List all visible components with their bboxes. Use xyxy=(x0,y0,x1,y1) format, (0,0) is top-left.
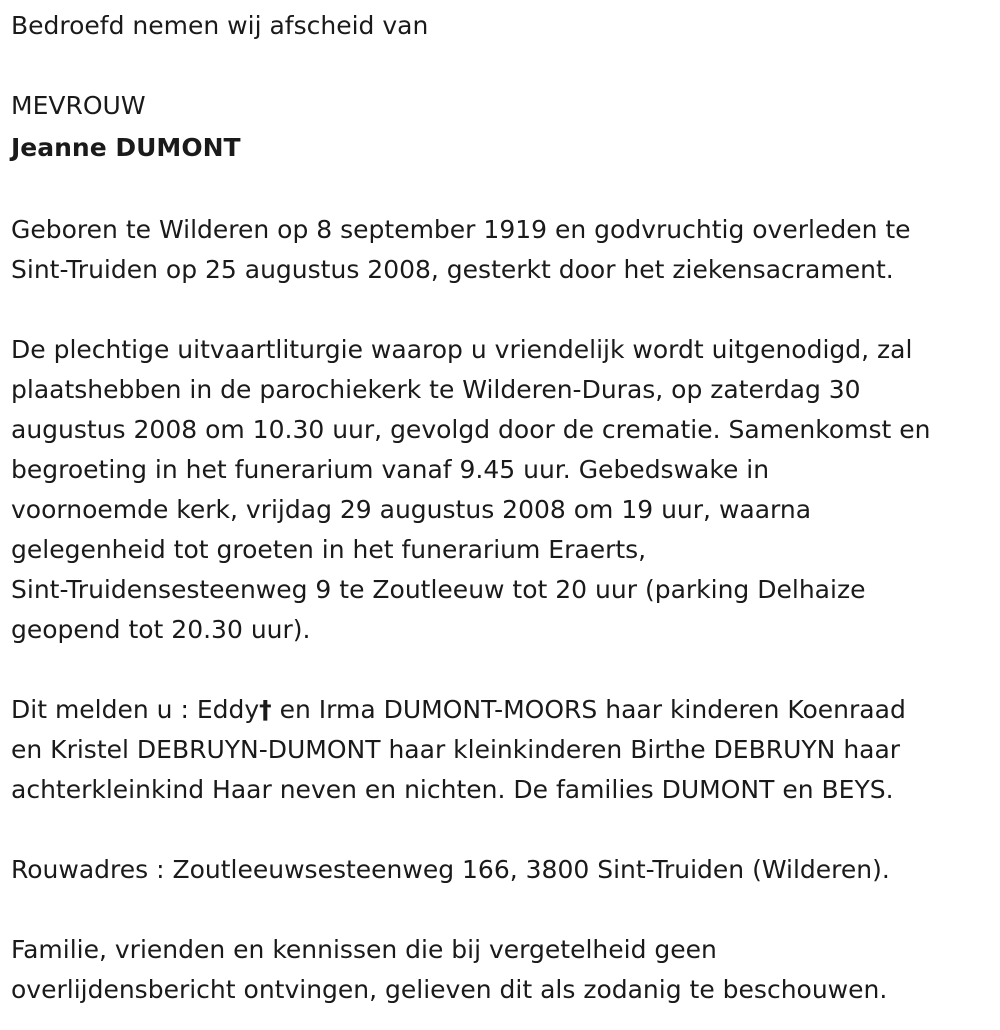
birth-death-line: Sint-Truiden op 25 augustus 2008, gesterkt door het ziekensacrament. xyxy=(11,255,894,284)
funeral-line: begroeting in het funerarium vanaf 9.45 uur. Gebedswake in xyxy=(11,455,770,484)
funeral-line: augustus 2008 om 10.30 uur, gevolgd door de crematie. Samenkomst en xyxy=(11,415,931,444)
funeral-line: plaatshebben in de parochiekerk te Wilderen-Duras, op zaterdag 30 xyxy=(11,375,861,404)
family-text: en Irma DUMONT-MOORS haar kinderen Koenraad xyxy=(271,695,906,724)
mourning-address: Rouwadres : Zoutleeuwsesteenweg 166, 3800 Sint-Truiden (Wilderen). xyxy=(11,855,890,884)
cross-icon: † xyxy=(259,695,272,724)
spacer xyxy=(11,890,996,930)
deceased-name: Jeanne DUMONT xyxy=(11,133,241,162)
spacer xyxy=(11,46,996,86)
family-line xyxy=(11,690,996,730)
closing-line: overlijdensbericht ontvingen, gelieven dit als zodanig te beschouwen. xyxy=(11,975,888,1004)
spacer xyxy=(11,290,996,330)
honorific-title: MEVROUW xyxy=(11,91,146,120)
spacer xyxy=(11,170,996,210)
birth-death-line: Geboren te Wilderen op 8 september 1919 en godvruchtig overleden te xyxy=(11,215,911,244)
family-line: achterkleinkind Haar neven en nichten. De families DUMONT en BEYS. xyxy=(11,775,894,804)
family-text: Dit melden u : Eddy xyxy=(11,695,260,724)
funeral-line: geopend tot 20.30 uur). xyxy=(11,615,311,644)
funeral-line: gelegenheid tot groeten in het funerarium Eraerts, xyxy=(11,535,647,564)
funeral-line: voornoemde kerk, vrijdag 29 augustus 2008 om 19 uur, waarna xyxy=(11,495,812,524)
spacer xyxy=(11,650,996,690)
family-line: en Kristel DEBRUYN-DUMONT haar kleinkinderen Birthe DEBRUYN haar xyxy=(11,735,901,764)
funeral-line: Sint-Truidensesteenweg 9 te Zoutleeuw tot 20 uur (parking Delhaize xyxy=(11,575,866,604)
spacer xyxy=(11,810,996,850)
closing-line: Familie, vrienden en kennissen die bij vergetelheid geen xyxy=(11,935,717,964)
intro-text: Bedroefd nemen wij afscheid van xyxy=(11,11,429,40)
funeral-line: De plechtige uitvaartliturgie waarop u vriendelijk wordt uitgenodigd, zal xyxy=(11,335,913,364)
